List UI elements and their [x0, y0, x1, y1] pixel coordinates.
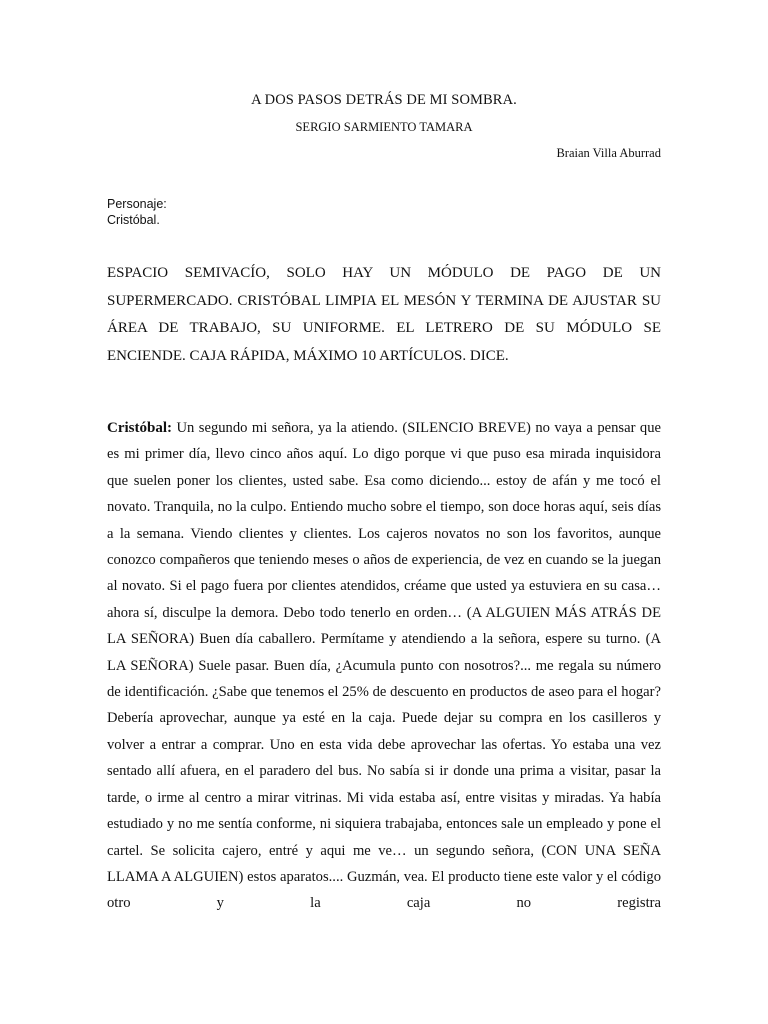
- speaker-name: Cristóbal:: [107, 420, 172, 436]
- author-name: SERGIO SARMIENTO TAMARA: [295, 120, 473, 134]
- document-title: A DOS PASOS DETRÁS DE MI SOMBRA.: [251, 92, 517, 108]
- character-list: [107, 196, 167, 228]
- character-label: Personaje:: [107, 197, 167, 211]
- character-name: Cristóbal.: [107, 213, 160, 227]
- scene-description: ESPACIO SEMIVACÍO, SOLO HAY UN MÓDULO DE PAGO DE UN SUPERMERCADO. CRISTÓBAL LIMPIA EL MESÓN Y TERMINA DE AJUSTAR SU ÁREA DE TRABAJO, SU UNIFORME. EL LETRERO DE SU MÓDULO SE ENCIENDE. CAJA RÁPIDA, MÁXIMO 10 ARTÍCULOS. DICE.: [107, 265, 661, 364]
- adapter-name: Braian Villa Aburrad: [556, 146, 661, 160]
- dialogue-paragraph: [107, 415, 661, 917]
- dialogue-text: Un segundo mi señora, ya la atiendo. (SILENCIO BREVE) no vaya a pensar que es mi primer día, llevo cinco años aquí. Lo digo porque vi que puso esa mirada inquisidora que suelen poner los clientes, usted sabe. Esa como diciendo... estoy de afán y me tocó el novato. Tranquila, no la culpo. Entiendo mucho sobre el tiempo, son doce horas aquí, seis días a la semana. Viendo clientes y clientes. Los cajeros novatos no son los favoritos, aunque conozco compañeros que teniendo meses o años de experiencia, de vez en cuando se la juegan al novato. Si el pago fuera por clientes atendidos, créame que usted ya estuviera en su casa… ahora sí, disculpe la demora. Debo todo tenerlo en orden… (A ALGUIEN MÁS ATRÁS DE LA SEÑORA) Buen día caballero. Permítame y atendiendo a la señora, espere su turno. (A LA SEÑORA) Suele pasar. Buen día, ¿Acumula punto con nosotros?... me regala su número de identificación. ¿Sabe que tenemos el 25% de descuento en productos de aseo para el hogar? Debería aprovechar, aunque ya esté en la caja. Puede dejar su compra en los casilleros y volver a entrar a comprar. Uno en esta vida debe aprovechar las ofertas. Yo estaba una vez sentado allí afuera, en el paradero del bus. No sabía si ir donde una prima a visitar, pasar la tarde, o irme al centro a mirar vitrinas. Mi vida estaba así, entre visitas y miradas. Ya había estudiado y no me sentía conforme, ni siquiera trabajaba, entonces sale un empleado y pone el cartel. Se solicita cajero, entré y aqui me ve… un segundo señora, (CON UNA SEÑA LLAMA A ALGUIEN) estos aparatos.... Guzmán, vea. El producto tiene este valor y el código otro y la caja no registra: [107, 420, 661, 912]
